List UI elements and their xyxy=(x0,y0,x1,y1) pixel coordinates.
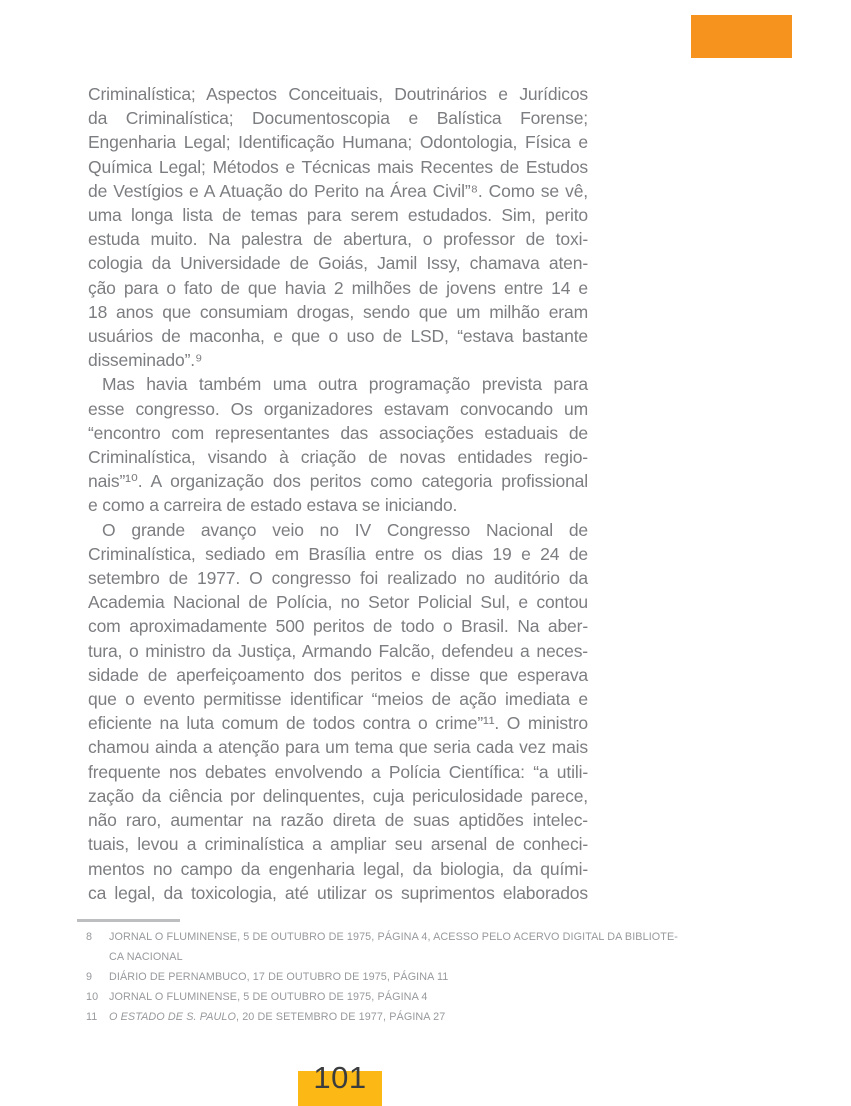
body-line: com aproximadamente 500 peritos de todo o Brasil. Na aber- xyxy=(88,616,588,637)
body-line: eficiente na luta comum de todos contra o crime”¹¹. O ministro xyxy=(88,713,588,734)
body-line: Academia Nacional de Polícia, no Setor Policial Sul, e contou xyxy=(88,592,588,613)
body-line: “encontro com representantes das associações estaduais de xyxy=(88,422,588,443)
footnote-row xyxy=(86,987,606,1007)
footnote-row xyxy=(86,947,606,967)
body-line: Criminalística; Aspectos Conceituais, Doutrinários e Jurídicos xyxy=(88,84,588,104)
body-line: disseminado”.⁹ xyxy=(88,350,203,371)
footnotes xyxy=(86,927,679,1027)
page-number: 101 xyxy=(313,1060,367,1095)
body-line: ca legal, da toxicologia, até utilizar os suprimentos elaborados xyxy=(88,882,588,903)
body-line: e como a carreira de estado estava se iniciando. xyxy=(88,495,458,516)
body-line: que o evento permitisse identificar “meios de ação imediata e xyxy=(88,689,588,710)
body-line: usuários de maconha, e que o uso de LSD, “estava bastante xyxy=(88,326,588,347)
body-line: mentos no campo da engenharia legal, da biologia, da quími- xyxy=(88,858,588,879)
body-text-column xyxy=(88,82,588,905)
body-line: da Criminalística; Documentoscopia e Balística Forense; xyxy=(88,108,588,129)
footnote-number: 11 xyxy=(86,1011,98,1023)
body-line: tura, o ministro da Justiça, Armando Falcão, defendeu a neces- xyxy=(88,640,588,661)
body-line: uma longa lista de temas para serem estudados. Sim, perito xyxy=(88,205,588,226)
body-line: Criminalística, visando à criação de novas entidades regio- xyxy=(88,447,588,468)
footnote-number: 10 xyxy=(86,991,99,1003)
body-line: ção para o fato de que havia 2 milhões de jovens entre 14 e xyxy=(88,277,588,298)
body-line: sidade de aperfeiçoamento dos peritos e disse que esperava xyxy=(88,664,588,685)
footnote-number: 8 xyxy=(86,931,93,943)
body-line: zação da ciência por delinquentes, cuja periculosidade parece, xyxy=(88,785,588,806)
footnote-separator xyxy=(77,919,180,922)
footnote-text: O ESTADO DE S. PAULO, 20 DE SETEMBRO DE 1977, PÁGINA 27 xyxy=(109,1011,446,1023)
footnote-row xyxy=(86,967,606,987)
footnote-text: CA NACIONAL xyxy=(109,951,183,963)
top-accent-bar xyxy=(691,15,792,58)
footnote-number: 9 xyxy=(86,971,93,983)
body-line: Química Legal; Métodos e Técnicas mais Recentes de Estudos xyxy=(88,156,588,177)
body-line: de Vestígios e A Atuação do Perito na Área Civil”⁸. Como se vê, xyxy=(88,180,588,201)
body-line: não raro, aumentar na razão direta de suas aptidões intelec- xyxy=(88,810,588,831)
body-line: Mas havia também uma outra programação prevista para xyxy=(102,374,588,395)
body-line: cologia da Universidade de Goiás, Jamil Issy, chamava aten- xyxy=(88,253,588,274)
page-number-box xyxy=(298,1060,382,1106)
body-line: nais”¹⁰. A organização dos peritos como categoria profissional xyxy=(88,471,588,492)
body-line: esse congresso. Os organizadores estavam convocando um xyxy=(88,398,588,419)
body-line: frequente nos debates envolvendo a Polícia Científica: “a utili- xyxy=(88,761,588,782)
body-line: tuais, levou a criminalística a ampliar seu arsenal de conheci- xyxy=(88,834,588,855)
footnote-number xyxy=(86,947,109,967)
footnote-text: JORNAL O FLUMINENSE, 5 DE OUTUBRO DE 1975, PÁGINA 4 xyxy=(109,991,428,1003)
footnote-text: JORNAL O FLUMINENSE, 5 DE OUTUBRO DE 1975, PÁGINA 4, ACESSO PELO ACERVO DIGITAL DA BIBLIOTE- xyxy=(109,931,679,943)
footnote-text: DIÁRIO DE PERNAMBUCO, 17 DE OUTUBRO DE 1975, PÁGINA 11 xyxy=(109,971,449,983)
body-line: Criminalística, sediado em Brasília entre os dias 19 e 24 de xyxy=(88,543,588,564)
body-line: 18 anos que consumiam drogas, sendo que um milhão eram xyxy=(88,301,588,322)
body-line: Engenharia Legal; Identificação Humana; Odontologia, Física e xyxy=(88,132,588,153)
body-line: estuda muito. Na palestra de abertura, o professor de toxi- xyxy=(88,229,588,250)
footnote-row xyxy=(86,927,679,947)
body-line: chamou ainda a atenção para um tema que seria cada vez mais xyxy=(88,737,588,758)
body-line: O grande avanço veio no IV Congresso Nacional de xyxy=(102,519,588,540)
footnote-row xyxy=(86,1007,606,1027)
body-line: setembro de 1977. O congresso foi realizado no auditório da xyxy=(88,568,588,589)
